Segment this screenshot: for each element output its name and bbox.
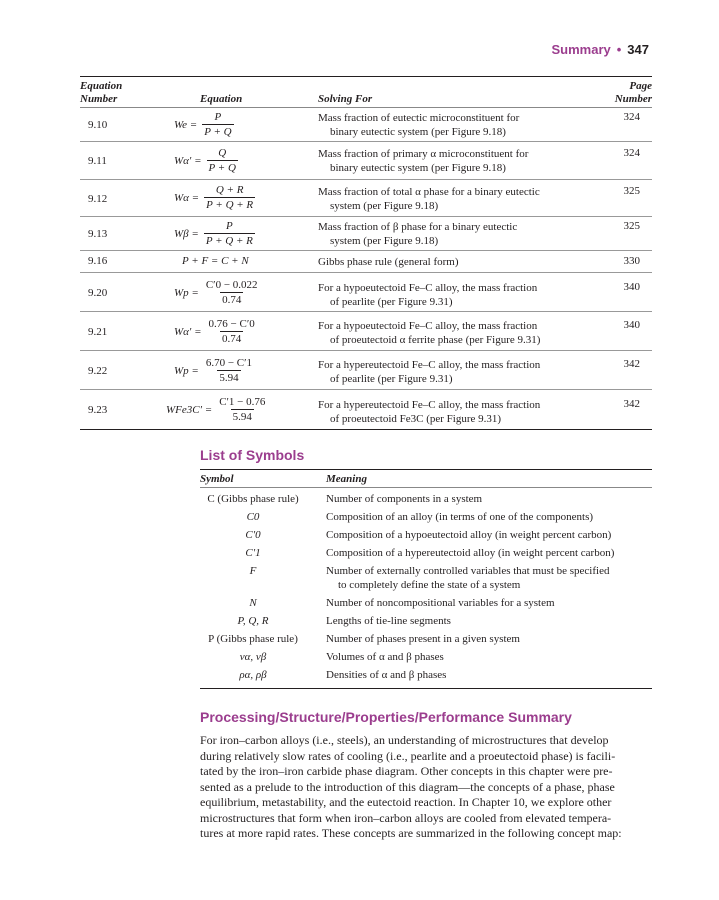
equation-formula bbox=[174, 357, 254, 384]
table-row bbox=[80, 217, 652, 251]
solving-for-text bbox=[318, 319, 588, 347]
symbol: C′0 bbox=[245, 529, 261, 541]
list-item bbox=[200, 650, 652, 668]
table-row bbox=[80, 351, 652, 390]
symbol: C′1 bbox=[245, 547, 261, 559]
meaning-line1: Number of externally controlled variables that must be specified bbox=[326, 565, 610, 577]
equation-lhs: Wp = bbox=[174, 286, 199, 299]
paragraph-line: sented as a prelude to the introduction of this diagram—the concepts of a phase, phase bbox=[200, 779, 615, 794]
page-ref: 342 bbox=[623, 358, 640, 370]
page-number: 347 bbox=[627, 42, 649, 57]
meaning: Densities of α and β phases bbox=[326, 669, 447, 681]
equation-number: 9.23 bbox=[88, 404, 108, 416]
table-row bbox=[80, 251, 652, 273]
solving-for-text bbox=[318, 185, 588, 213]
desc-line1: For a hypereutectoid Fe–C alloy, the mass fraction bbox=[318, 359, 541, 371]
header-page-number bbox=[615, 80, 652, 106]
pspp-summary-paragraph bbox=[200, 733, 652, 842]
table-row bbox=[80, 180, 652, 217]
symbols-header-rule bbox=[200, 487, 652, 488]
solving-for-text bbox=[318, 111, 588, 139]
symbol: C (Gibbs phase rule) bbox=[207, 493, 299, 505]
list-item bbox=[200, 564, 652, 596]
desc-line1: For a hypoeutectoid Fe–C alloy, the mass fraction bbox=[318, 320, 538, 332]
page-ref: 324 bbox=[623, 111, 640, 123]
numerator: 0.76 − C′0 bbox=[208, 318, 255, 330]
paragraph-line: microstructures that form when iron–carbon alloys are cooled from elevated tempera- bbox=[200, 810, 612, 825]
equation-summary-table bbox=[80, 76, 652, 430]
meaning: Composition of an alloy (in terms of one of the components) bbox=[326, 511, 594, 523]
equation-number: 9.22 bbox=[88, 365, 108, 377]
separator-dot: • bbox=[616, 42, 622, 57]
equation-lhs: Wp = bbox=[174, 364, 199, 377]
solving-for-text bbox=[318, 147, 588, 175]
equation-lhs: Wα′ = bbox=[174, 325, 202, 338]
desc-line2: of proeutectoid α ferrite phase (per Figure 9.31) bbox=[330, 334, 541, 346]
symbols-header-row bbox=[200, 470, 652, 487]
numerator: C′1 − 0.76 bbox=[219, 396, 266, 408]
denominator: 5.94 bbox=[219, 372, 239, 384]
paragraph-line: tures at more rapid rates. These concepts are summarized in the following concept map: bbox=[200, 826, 622, 840]
desc-line1: Gibbs phase rule (general form) bbox=[318, 256, 459, 268]
page-ref: 325 bbox=[623, 220, 640, 232]
denominator: 0.74 bbox=[222, 333, 242, 345]
solving-for-text bbox=[318, 220, 588, 248]
list-item bbox=[200, 492, 652, 510]
numerator: Q + R bbox=[215, 184, 244, 196]
equation-formula bbox=[174, 279, 260, 306]
meaning: Composition of a hypereutectoid alloy (in weight percent carbon) bbox=[326, 547, 615, 559]
meaning: Lengths of tie-line segments bbox=[326, 615, 451, 627]
numerator: P bbox=[225, 220, 233, 232]
symbol: vα, vβ bbox=[239, 651, 267, 663]
page-ref: 342 bbox=[623, 398, 640, 410]
desc-line1: For a hypereutectoid Fe–C alloy, the mass fraction bbox=[318, 399, 541, 411]
meaning: Composition of a hypoeutectoid alloy (in weight percent carbon) bbox=[326, 529, 612, 541]
desc-line2: of proeutectoid Fe3C (per Figure 9.31) bbox=[330, 413, 502, 425]
desc-line2: of pearlite (per Figure 9.31) bbox=[330, 373, 453, 385]
desc-line2: binary eutectic system (per Figure 9.18) bbox=[330, 126, 506, 138]
equation-number: 9.21 bbox=[88, 326, 108, 338]
page-ref: 325 bbox=[623, 185, 640, 197]
paragraph-line: tated by the iron–iron carbide phase diagram. Other concepts in this chapter were pre- bbox=[200, 764, 613, 778]
list-item bbox=[200, 632, 652, 650]
equation-formula: P + F = C + N bbox=[182, 255, 249, 267]
numerator: P bbox=[214, 111, 222, 123]
symbol: N bbox=[249, 597, 257, 609]
table-row bbox=[80, 390, 652, 430]
meaning bbox=[326, 564, 652, 592]
denominator: P + Q + R bbox=[206, 199, 254, 211]
denominator: P + Q bbox=[204, 126, 232, 138]
equation-formula bbox=[174, 220, 255, 247]
header-page-line1: Page bbox=[629, 80, 652, 92]
list-item bbox=[200, 528, 652, 546]
equation-number: 9.12 bbox=[88, 193, 108, 205]
denominator: P + Q + R bbox=[205, 235, 253, 247]
page-ref: 324 bbox=[623, 147, 640, 159]
desc-line1: Mass fraction of total α phase for a binary eutectic bbox=[318, 186, 540, 198]
numerator: Q bbox=[218, 147, 227, 159]
equation-lhs: Wβ = bbox=[174, 227, 199, 240]
symbol: P (Gibbs phase rule) bbox=[208, 633, 298, 645]
equation-number: 9.20 bbox=[88, 287, 108, 299]
list-item bbox=[200, 510, 652, 528]
list-item bbox=[200, 546, 652, 564]
equation-number: 9.10 bbox=[88, 119, 108, 131]
desc-line2: binary eutectic system (per Figure 9.18) bbox=[330, 162, 506, 174]
symbol: P, Q, R bbox=[237, 615, 269, 627]
symbol: C0 bbox=[246, 511, 260, 523]
denominator: P + Q bbox=[208, 162, 236, 174]
table-header-row bbox=[80, 77, 652, 107]
header-number-line1: Equation bbox=[80, 80, 123, 92]
header-equation-number bbox=[80, 80, 122, 106]
symbol: F bbox=[249, 565, 257, 577]
pspp-summary-title: Processing/Structure/Properties/Performance Summary bbox=[200, 709, 572, 725]
equation-lhs: Wα = bbox=[174, 191, 200, 204]
table-row bbox=[80, 312, 652, 351]
paragraph-line: equilibrium, metastability, and the eutectoid reaction. In Chapter 10, we explore other bbox=[200, 795, 612, 809]
list-of-symbols-title: List of Symbols bbox=[200, 447, 305, 463]
solving-for-text bbox=[318, 358, 588, 386]
list-item bbox=[200, 668, 652, 686]
desc-line2: system (per Figure 9.18) bbox=[330, 200, 439, 212]
denominator: 0.74 bbox=[222, 294, 242, 306]
page-ref: 340 bbox=[623, 281, 640, 293]
section-title: Summary bbox=[551, 42, 611, 57]
meaning: Volumes of α and β phases bbox=[326, 651, 444, 663]
header-page-line2: Number bbox=[614, 93, 652, 105]
table-row bbox=[80, 108, 652, 142]
list-item bbox=[200, 596, 652, 614]
running-head bbox=[551, 42, 649, 57]
desc-line2: system (per Figure 9.18) bbox=[330, 235, 439, 247]
equation-formula bbox=[174, 147, 238, 174]
equation-number: 9.13 bbox=[88, 228, 108, 240]
meaning: Number of phases present in a given system bbox=[326, 633, 520, 645]
desc-line1: For a hypoeutectoid Fe–C alloy, the mass fraction bbox=[318, 282, 538, 294]
page-ref: 330 bbox=[623, 255, 640, 267]
meaning: Number of noncompositional variables for a system bbox=[326, 597, 555, 609]
page-ref: 340 bbox=[623, 319, 640, 331]
denominator: 5.94 bbox=[232, 411, 252, 423]
numerator: 6.70 − C′1 bbox=[205, 357, 253, 369]
equation-number: 9.11 bbox=[88, 155, 107, 167]
equation-number: 9.16 bbox=[88, 255, 108, 267]
equation-formula bbox=[174, 111, 234, 138]
solving-for-text bbox=[318, 255, 588, 269]
paragraph-line: For iron–carbon alloys (i.e., steels), an understanding of microstructures that develop bbox=[200, 733, 609, 747]
equation-lhs: WFe3C′ = bbox=[166, 403, 213, 416]
paragraph-line: during relatively slow rates of cooling (i.e., pearlite and a proeutectoid phase) is facili- bbox=[200, 748, 616, 763]
numerator: C′0 − 0.022 bbox=[205, 279, 258, 291]
desc-line2: of pearlite (per Figure 9.31) bbox=[330, 296, 453, 308]
equation-lhs: Wα′ = bbox=[174, 154, 202, 167]
equation-formula bbox=[166, 396, 267, 423]
header-symbol: Symbol bbox=[200, 473, 234, 485]
symbols-table bbox=[200, 469, 652, 689]
table-row bbox=[80, 273, 652, 312]
equation-lhs: We = bbox=[174, 118, 198, 131]
meaning-line2: to completely define the state of a system bbox=[338, 579, 521, 591]
equation-formula bbox=[174, 318, 257, 345]
list-item bbox=[200, 614, 652, 632]
desc-line1: Mass fraction of eutectic microconstituent for bbox=[318, 112, 520, 124]
meaning: Number of components in a system bbox=[326, 493, 483, 505]
solving-for-text bbox=[318, 281, 588, 309]
desc-line1: Mass fraction of primary α microconstituent for bbox=[318, 148, 529, 160]
equation-formula bbox=[174, 184, 255, 211]
header-equation: Equation bbox=[200, 93, 243, 105]
header-number-line2: Number bbox=[80, 93, 118, 105]
header-solving-for: Solving For bbox=[318, 93, 373, 105]
symbol: ρα, ρβ bbox=[239, 669, 267, 681]
solving-for-text bbox=[318, 398, 588, 426]
table-row bbox=[80, 142, 652, 180]
symbols-bottom-rule bbox=[200, 688, 652, 689]
header-meaning: Meaning bbox=[326, 473, 367, 485]
desc-line1: Mass fraction of β phase for a binary eutectic bbox=[318, 221, 518, 233]
